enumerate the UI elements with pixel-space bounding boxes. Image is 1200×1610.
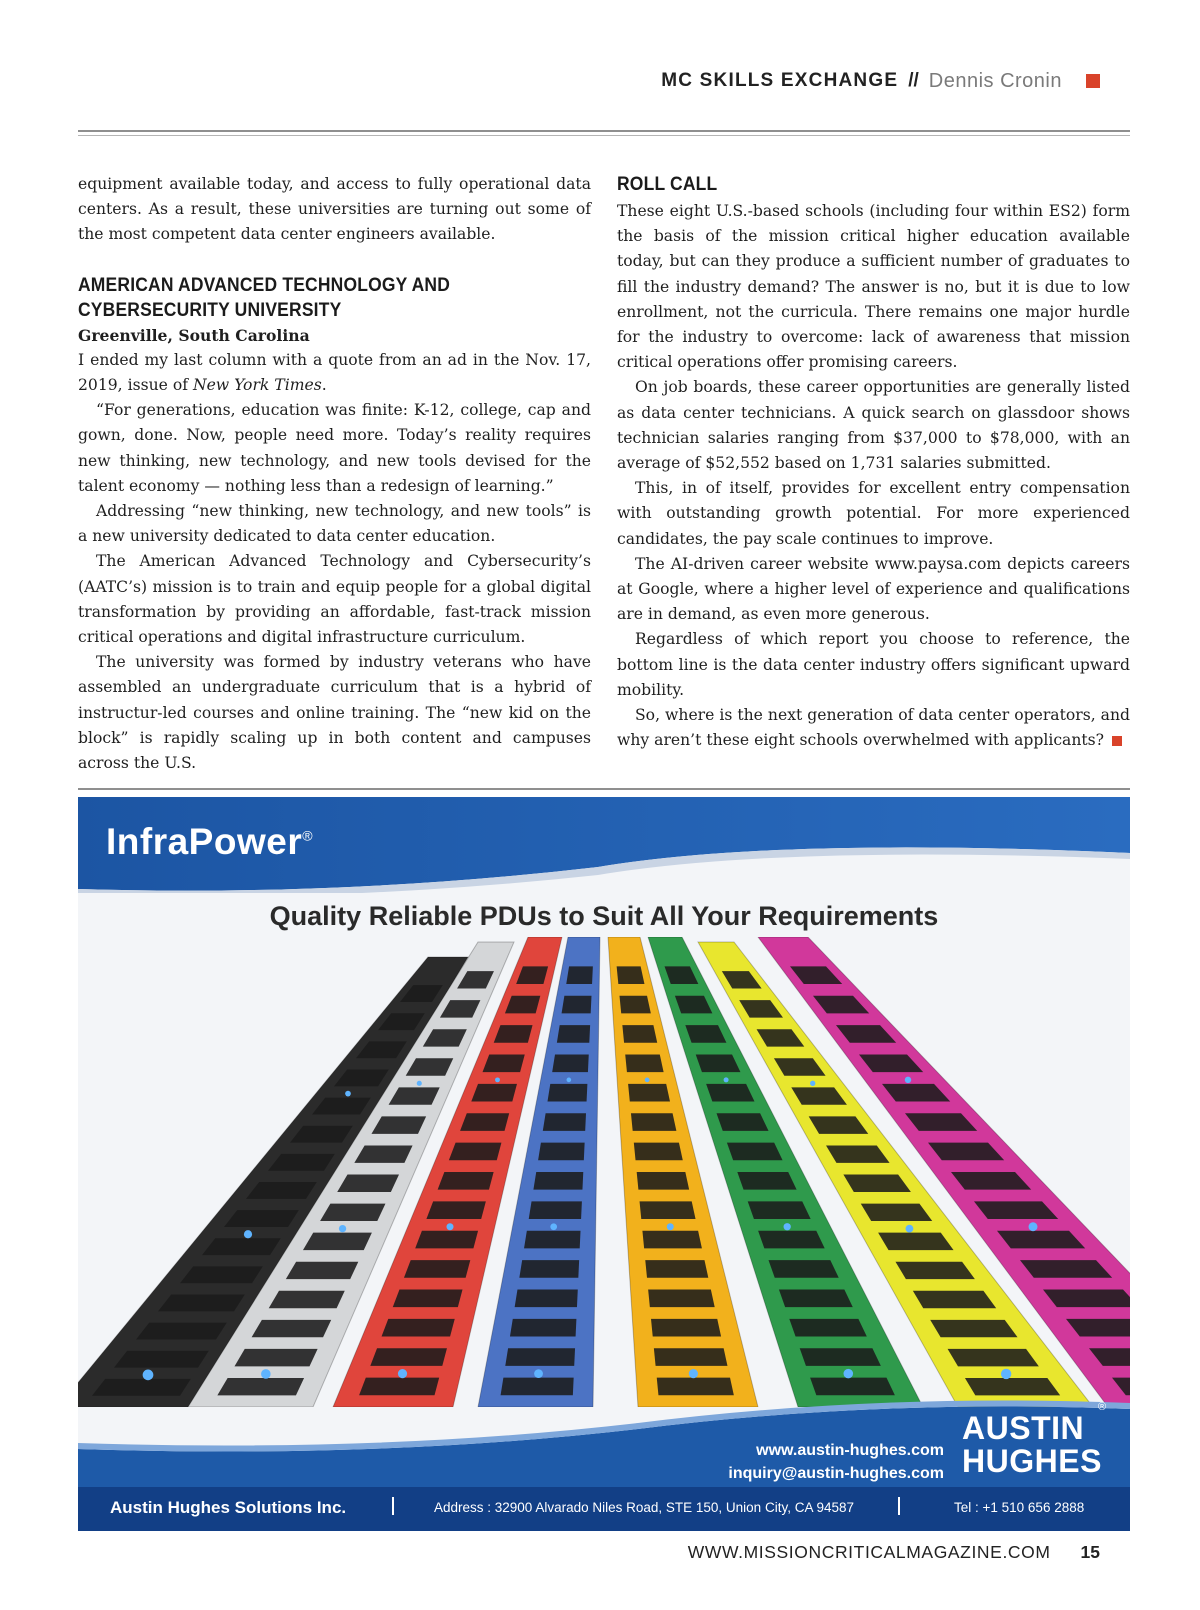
pdu-outlet <box>354 1145 412 1162</box>
pdu-outlet <box>654 1348 728 1366</box>
pdu-indicator-light <box>810 1081 815 1086</box>
ad-headline: Quality Reliable PDUs to Suit All Your Requirements <box>269 901 939 931</box>
pdu-outlet <box>337 1175 399 1192</box>
paragraph: This, in of itself, provides for excellent entry compensation with outstanding growth potential. For more experienced candidates, the pay scale continues to improve. <box>617 479 1130 548</box>
pdu-outlet <box>634 1143 683 1161</box>
header-separator: // <box>908 70 919 91</box>
pdu-indicator-light <box>906 1225 914 1233</box>
paragraph-text: . <box>321 376 327 395</box>
pdu-outlet <box>789 1319 867 1337</box>
pdu-outlet <box>449 1143 502 1161</box>
ad-company-name: Austin Hughes Solutions Inc. <box>110 1498 347 1517</box>
pdu-outlet <box>252 1320 332 1337</box>
pdu-indicator-light <box>345 1091 351 1097</box>
pdu-indicator-light <box>905 1077 912 1084</box>
pdu-indicator-light <box>244 1230 252 1238</box>
pdu-outlet <box>619 996 650 1014</box>
pdu-outlet <box>524 1231 580 1249</box>
pdu-outlet <box>562 996 592 1014</box>
pdu-outlet <box>878 1233 953 1250</box>
infrapower-logo: InfraPower® <box>106 821 314 862</box>
quote-paragraph: “For generations, education was finite: K-12, college, cap and gown, done. Now, people need more. Today’s reality requires new thinking, new technology, and new tools devised for the talent economy — nothing less than a redesign of learning.” <box>78 401 591 495</box>
pdu-outlet <box>519 1260 579 1278</box>
ad-divider <box>898 1497 900 1515</box>
left-column <box>78 172 591 776</box>
pdu-outlet <box>269 1291 345 1308</box>
publication-name: New York Times <box>192 376 322 395</box>
pdu-outlet <box>779 1290 853 1308</box>
pdu-indicator-light <box>1001 1369 1011 1379</box>
header-rule-thin <box>78 135 1130 136</box>
ad-email-link[interactable]: inquiry@austin-hughes.com <box>728 1465 944 1482</box>
pdu-outlet <box>234 1349 317 1366</box>
paragraph: Addressing “new thinking, new technology, and new tools” is a new university dedicated to data center education. <box>78 502 591 546</box>
pdu-outlet <box>320 1204 385 1221</box>
ad-website-link[interactable]: www.austin-hughes.com <box>756 1442 944 1459</box>
ad-divider <box>392 1497 394 1515</box>
pdu-outlet <box>566 966 593 984</box>
pdu-outlet <box>494 1025 533 1043</box>
pdu-outlet <box>460 1113 509 1131</box>
running-header <box>661 66 1100 96</box>
pdu-outlet <box>547 1084 587 1102</box>
pdu-outlet <box>645 1260 708 1278</box>
end-of-article-icon <box>1112 736 1122 746</box>
registered-mark: ® <box>1098 1401 1107 1413</box>
pdu-outlet <box>1020 1260 1112 1278</box>
right-column <box>617 172 1130 753</box>
ad-contact <box>728 1439 944 1485</box>
pdu-indicator-light <box>398 1369 407 1378</box>
pdu-indicator-light <box>417 1081 422 1086</box>
pdu-outlet <box>404 1260 470 1278</box>
pdu-outlet <box>543 1113 586 1131</box>
pdu-indicator-light <box>645 1077 650 1082</box>
pdu-outlet <box>158 1295 245 1312</box>
pdu-indicator-light <box>495 1077 500 1082</box>
pdu-indicator-light <box>667 1223 674 1230</box>
pdu-outlet <box>617 966 645 984</box>
pdu-indicator-light <box>724 1077 729 1082</box>
pdu-outlet <box>114 1351 209 1368</box>
pdu-outlet <box>202 1238 281 1255</box>
author-name: Dennis Cronin <box>928 69 1062 92</box>
pdu-outlet <box>706 1084 754 1102</box>
pdu-outlet <box>727 1143 783 1161</box>
pdu-outlet <box>136 1323 227 1340</box>
paragraph-text: So, where is the next generation of data center operators, and why aren’t these eight schools overwhelmed with applicants? <box>617 706 1130 750</box>
pdu-outlet <box>800 1348 881 1366</box>
section-title: MC SKILLS EXCHANGE <box>661 70 899 91</box>
paragraph: The American Advanced Technology and Cybersecurity’s (AATC’s) mission is to train and equip people for a global digital transformation by providing an affordable, fast-track mission critical operations and digital infrastructure curriculum. <box>78 552 591 647</box>
paragraph: The AI-driven career website www.paysa.com depicts careers at Google, where a higher level of experience and qualifications are in demand, as even more generous. <box>617 554 1130 624</box>
pdu-indicator-light <box>534 1369 543 1378</box>
magazine-url: WWW.MISSIONCRITICALMAGAZINE.COM <box>687 1542 1051 1562</box>
pdu-outlet <box>651 1319 721 1337</box>
pdu-outlet <box>224 1210 299 1227</box>
pdu-outlet <box>505 1348 575 1366</box>
pdu-outlet <box>180 1266 263 1283</box>
pdu-outlet <box>625 1055 663 1073</box>
pdu-outlet <box>758 1231 825 1249</box>
pdu-outlet <box>483 1055 525 1073</box>
university-heading: AMERICAN ADVANCED TECHNOLOGY AND CYBERSECURITY UNIVERSITY <box>78 274 451 321</box>
accent-square-icon <box>1086 74 1100 88</box>
pdu-outlet <box>737 1172 796 1190</box>
pdu-indicator-light <box>550 1223 557 1230</box>
pdu-outlet <box>286 1262 358 1279</box>
roll-call-heading: ROLL CALL <box>617 174 718 195</box>
ad-address: Address : 32900 Alvarado Niles Road, STE 150, Union City, CA 94587 <box>434 1500 854 1515</box>
paragraph: Regardless of which report you choose to reference, the bottom line is the data center industry offers significant upward mobility. <box>617 630 1130 699</box>
pdu-product-image <box>78 937 1130 1407</box>
pdu-outlet <box>769 1260 839 1278</box>
pdu-outlet <box>748 1201 811 1219</box>
paragraph: These eight U.S.-based schools (including four within ES2) form the basis of the mission critical higher education available today, but can they produce a sufficient number of graduates to fill the industry demand? The answer is no, but it is due to low enrollment, not the curricula. There remains one major hurdle for the industry to overcome: lack of awareness that mission critical operations offer promising careers. <box>617 202 1130 372</box>
pdu-outlet <box>382 1319 455 1337</box>
pdu-outlet <box>640 1201 696 1219</box>
pdu-outlet <box>642 1231 702 1249</box>
pdu-indicator-light <box>1029 1222 1038 1231</box>
pdu-outlet <box>628 1084 670 1102</box>
pdu-outlet <box>930 1320 1017 1337</box>
pdu-outlet <box>393 1290 463 1308</box>
pdu-indicator-light <box>446 1223 453 1230</box>
paragraph-text: I ended my last column with a quote from an ad in the Nov. 17, 2019, issue of <box>78 350 591 395</box>
pdu-indicator-light <box>689 1369 698 1378</box>
pdu-outlet <box>370 1348 447 1366</box>
continuation-paragraph: equipment available today, and access to fully operational data centers. As a result, these universities are turning out some of the most competent data center engineers available. <box>78 175 591 244</box>
ad-rule <box>78 788 1130 790</box>
pdu-outlet <box>510 1319 576 1337</box>
pdu-outlet <box>426 1201 485 1219</box>
pdu-outlet <box>895 1262 974 1279</box>
pdu-outlet <box>303 1233 372 1250</box>
university-location: Greenville, South Carolina <box>78 325 310 345</box>
pdu-outlet <box>552 1055 589 1073</box>
page-number: 15 <box>1080 1542 1100 1562</box>
last-paragraph <box>617 703 1130 753</box>
pdu-outlet <box>717 1113 769 1131</box>
pdu-outlet <box>529 1201 582 1219</box>
pdu-outlet <box>471 1084 517 1102</box>
header-rule <box>78 130 1130 132</box>
paragraph: On job boards, these career opportunities are generally listed as data center technicians. A quick search on glassdoor shows technician salaries ranging from $37,000 to $78,000, with an average of $52,552 based on 1,731 salaries submitted. <box>617 378 1130 473</box>
pdu-outlet <box>515 1290 578 1308</box>
pdu-outlet <box>438 1172 494 1190</box>
pdu-outlet <box>415 1231 478 1249</box>
pdu-indicator-light <box>844 1369 854 1379</box>
pdu-outlet <box>538 1143 585 1161</box>
paragraph <box>78 348 591 398</box>
pdu-indicator-light <box>339 1225 346 1232</box>
pdu-outlet <box>1043 1290 1130 1308</box>
pdu-indicator-light <box>567 1078 572 1083</box>
pdu-indicator-light <box>143 1370 154 1381</box>
infrapower-advertisement[interactable] <box>78 797 1130 1531</box>
pdu-indicator-light <box>261 1369 271 1379</box>
pdu-outlet <box>631 1113 676 1131</box>
pdu-indicator-light <box>784 1223 791 1230</box>
pdu-outlet <box>557 1025 590 1043</box>
pdu-outlet <box>913 1291 996 1308</box>
pdu-outlet <box>533 1172 583 1190</box>
pdu-outlet <box>637 1172 689 1190</box>
austin-hughes-logo: AUSTIN HUGHES <box>962 1410 1102 1479</box>
pdu-outlet <box>648 1290 715 1308</box>
pdu-outlet <box>948 1349 1039 1366</box>
paragraph: The university was formed by industry veterans who have assembled an undergraduate curriculum that is a hybrid of instructur-led courses and online training. The “new kid on the block” is rapidly scaling up in both content and campuses across the U.S. <box>78 653 591 773</box>
pdu-outlet <box>622 1025 657 1043</box>
ad-telephone: Tel : +1 510 656 2888 <box>954 1500 1085 1515</box>
page-footer <box>688 1542 1100 1563</box>
